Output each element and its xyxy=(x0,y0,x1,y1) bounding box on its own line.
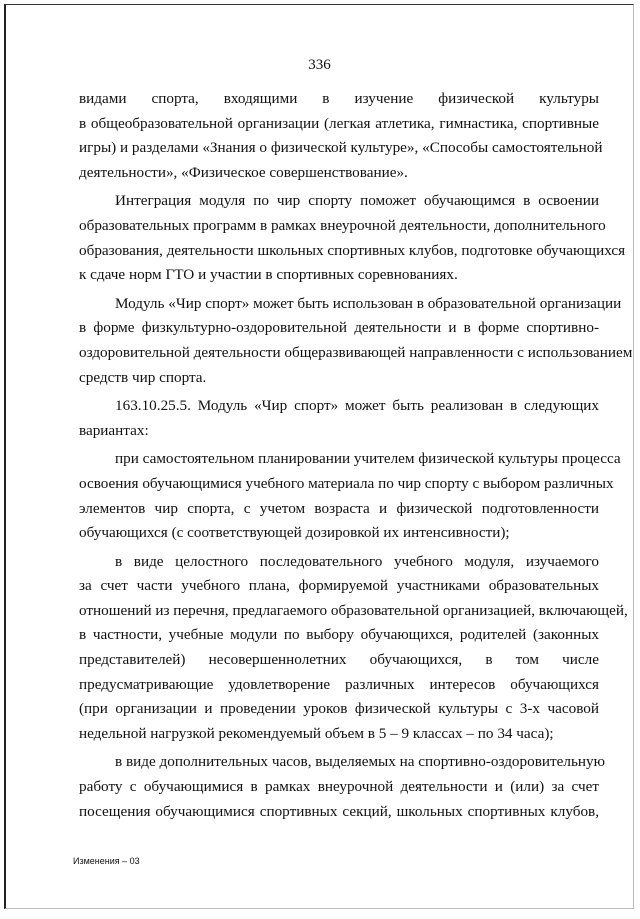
text-line: отношений из перечня, предлагаемого образовательной организацией, включающей, xyxy=(79,601,628,619)
text-line: элементов чир спорта, с учетом возраста и физической подготовленности xyxy=(79,499,599,517)
text-line: (при организации и проведении уроков физической культуры с 3-х часовой xyxy=(79,700,599,718)
document-page xyxy=(4,4,634,909)
text-line: видами спорта, входящими в изучение физической культуры xyxy=(79,90,599,107)
text-line: посещения обучающимися спортивных секций, школьных спортивных клубов, xyxy=(79,802,599,820)
text-line: в виде целостного последовательного учебного модуля, изучаемого xyxy=(115,552,599,570)
text-line: игры) и разделами «Знания о физической культуре», «Способы самостоятельной xyxy=(79,139,603,157)
text-line: обучающихся (с соответствующей дозировкой их интенсивности); xyxy=(79,524,510,542)
text-line: 163.10.25.5. Модуль «Чир спорт» может быть реализован в следующих xyxy=(115,397,599,415)
text-line: представителей) несовершеннолетних обучающихся, в том числе xyxy=(79,651,599,669)
text-line: вариантах: xyxy=(79,421,149,439)
text-line: деятельности», «Физическое совершенствование». xyxy=(79,163,408,181)
text-line: Модуль «Чир спорт» может быть использован в образовательной организации xyxy=(115,294,622,312)
text-line: к сдаче норм ГТО и участии в спортивных соревнованиях. xyxy=(79,266,458,284)
text-line: за счет части учебного плана, формируемой участниками образовательных xyxy=(79,577,599,595)
text-line: при самостоятельном планировании учителем физической культуры процесса xyxy=(115,450,621,468)
text-line: в виде дополнительных часов, выделяемых на спортивно-оздоровительную xyxy=(115,753,605,771)
document-body xyxy=(79,87,633,828)
paragraph xyxy=(79,87,603,185)
text-line: оздоровительной деятельности общеразвивающей направленности с использованием xyxy=(79,343,633,361)
paragraph xyxy=(79,394,599,443)
text-line: недельной нагрузкой рекомендуемый объем в 5 – 9 классах – по 34 часа); xyxy=(79,724,554,742)
text-line: работу с обучающимися в рамках внеурочной деятельности и (или) за счет xyxy=(79,778,599,796)
paragraph xyxy=(79,750,605,824)
text-line: Интеграция модуля по чир спорту поможет обучающимся в освоении xyxy=(115,192,599,210)
text-line: в частности, учебные модули по выбору обучающихся, родителей (законных xyxy=(79,626,599,644)
footer-note: Изменения – 03 xyxy=(73,856,140,866)
paragraph xyxy=(79,550,628,747)
paragraph xyxy=(79,292,633,390)
paragraph xyxy=(79,189,626,287)
text-line: освоения обучающимися учебного материала по чир спорту с выбором различных xyxy=(79,474,614,492)
text-line: образовательных программ в рамках внеурочной деятельности, дополнительного xyxy=(79,216,606,234)
page-number: 336 xyxy=(308,57,331,73)
text-line: образования, деятельности школьных спортивных клубов, подготовке обучающихся xyxy=(79,241,626,259)
paragraph xyxy=(79,447,621,545)
text-line: в форме физкультурно-оздоровительной деятельности и в форме спортивно- xyxy=(79,319,599,337)
text-line: предусматривающие удовлетворение различных интересов обучающихся xyxy=(79,675,599,693)
text-line: средств чир спорта. xyxy=(79,368,207,386)
text-line: в общеобразовательной организации (легкая атлетика, гимнастика, спортивные xyxy=(79,114,599,132)
